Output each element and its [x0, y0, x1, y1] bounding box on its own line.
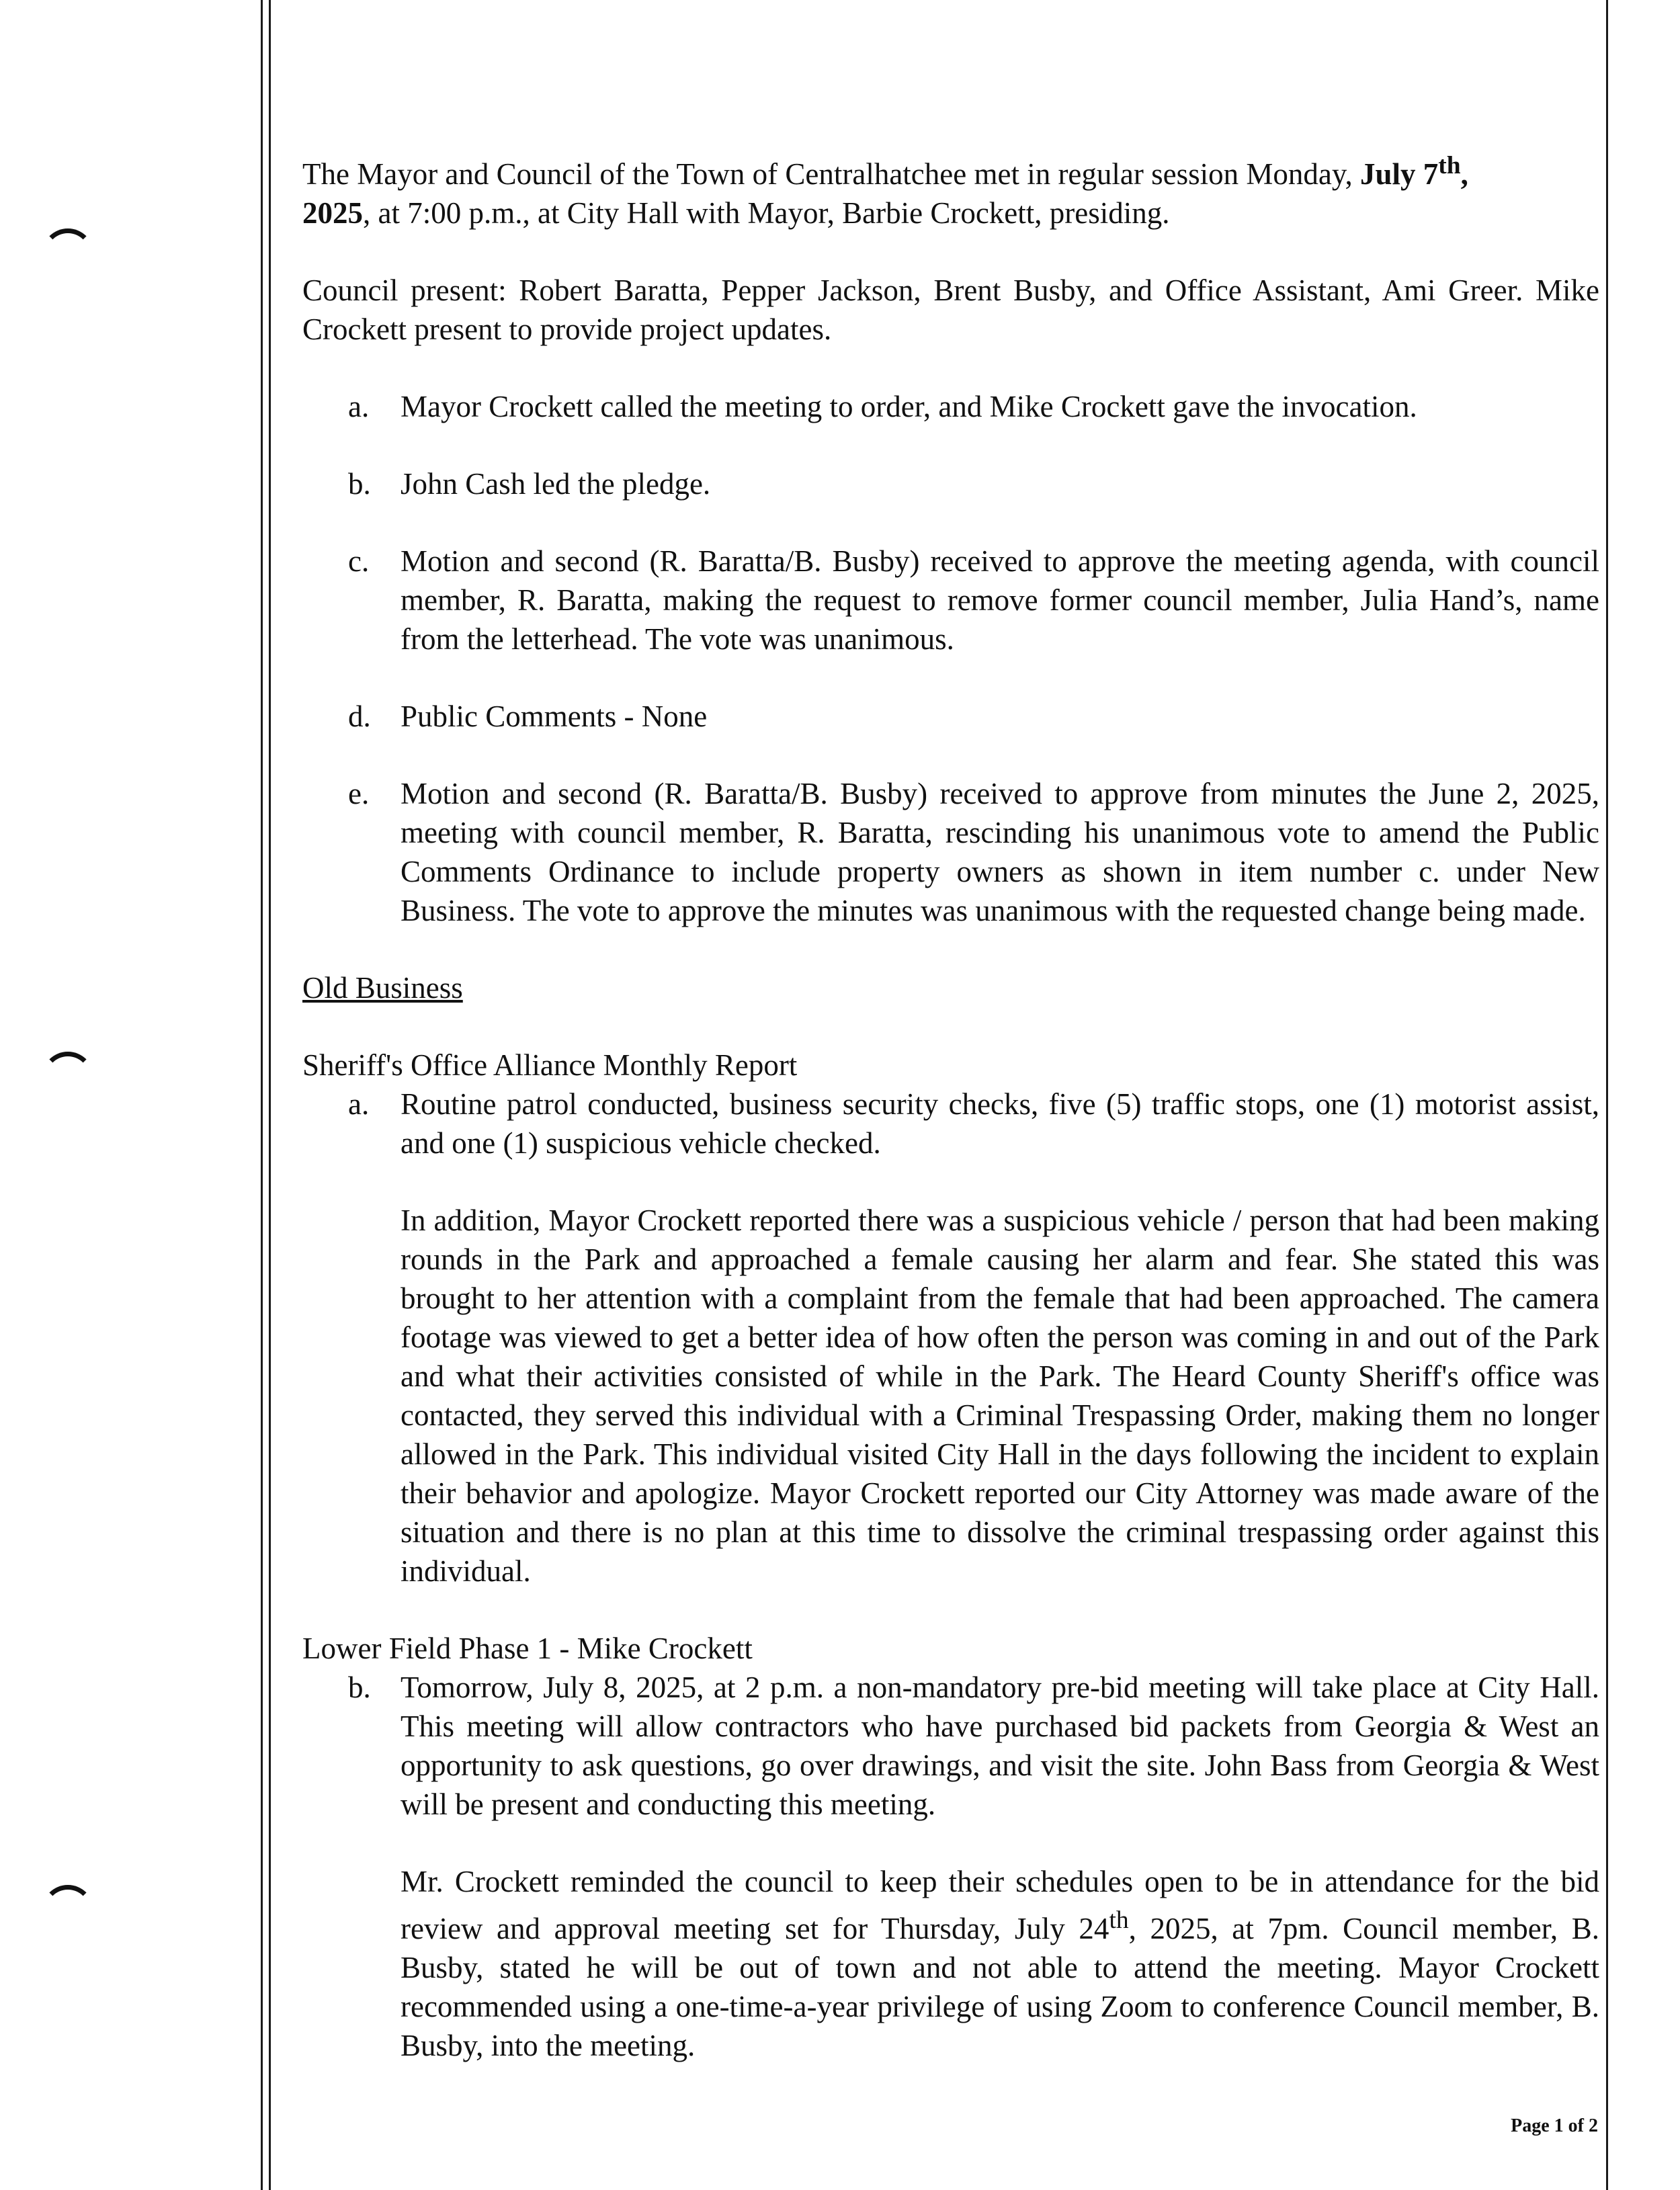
lower-field-title: Lower Field Phase 1 - Mike Crockett [302, 1632, 753, 1665]
margin-line [1606, 0, 1608, 2190]
agenda-item: d. Public Comments - None [348, 700, 708, 733]
agenda-item: a. Mayor Crockett called the meeting to order, and Mike Crockett gave the invocation. [348, 390, 1417, 423]
agenda-item: e. Motion and second (R. Baratta/B. Busby) received to approve from minutes the June 2, 2025, meeting with council member, R. Baratta, rescinding his unanimous vote to amend the Public Comments Ordinance to include property owners as shown in item number c. under New Business. The vote to approve the minutes was unanimous with the requested change being made. [348, 777, 1599, 927]
punch-hole-icon [42, 1052, 94, 1104]
attendance-paragraph: Council present: Robert Baratta, Pepper Jackson, Brent Busby, and Office Assistant, Ami Greer. Mike Crockett present to provide project updates. [302, 273, 1599, 346]
sheriff-report-title: Sheriff's Office Alliance Monthly Report [302, 1048, 798, 1082]
binder-line [269, 0, 271, 2190]
lower-field-item: b. Tomorrow, July 8, 2025, at 2 p.m. a non-mandatory pre-bid meeting will take place at City Hall. This meeting will allow contractors who have purchased bid packets from Georgia & West an opportunity to ask questions, go over drawings, and visit the site. John Bass from Georgia & West will be present and conducting this meeting. [348, 1671, 1599, 1821]
page-number: Page 1 of 2 [1511, 2115, 1598, 2136]
binder-line [261, 0, 263, 2190]
lower-field-detail: Mr. Crockett reminded the council to keep their schedules open to be in attendance for the bid review and approval meeting set for Thursday, July 24th, 2025, at 7pm. Council member, B. Busby, stated he will be out of town and not able to attend the meeting. Mayor Crockett recommended using a one-time-a-year privilege of using Zoom to conference Council member, B. Busby, into the meeting. [401, 1865, 1599, 2062]
punch-hole-icon [42, 228, 94, 281]
old-business-heading: Old Business [302, 971, 463, 1005]
agenda-item: c. Motion and second (R. Baratta/B. Busby) received to approve the meeting agenda, with council member, R. Baratta, making the request to remove former council member, Julia Hand’s, name from the letterhead. The vote was unanimous. [348, 544, 1599, 656]
punch-hole-icon [42, 1885, 94, 1937]
minutes-body [302, 146, 1599, 2103]
intro-paragraph: The Mayor and Council of the Town of Centralhatchee met in regular session Monday, July 7th, 2025, at 7:00 p.m., at City Hall with Mayor, Barbie Crockett, presiding. [302, 152, 1468, 230]
agenda-item: b. John Cash led the pledge. [348, 467, 711, 501]
sheriff-report-detail: In addition, Mayor Crockett reported there was a suspicious vehicle / person that had been making rounds in the Park and approached a female causing her alarm and fear. She stated this was brought to her attention with a complaint from the female that had been approached. The camera footage was viewed to get a better idea of how often the person was coming in and out of the Park and what their activities consisted of while in the Park. The Heard County Sheriff's office was contacted, they served this individual with a Criminal Trespassing Order, making them no longer allowed in the Park. This individual visited City Hall in the days following the incident to explain their behavior and apologize. Mayor Crockett reported our City Attorney was made aware of the situation and there is no plan at this time to dissolve the criminal trespassing order against this individual. [401, 1204, 1599, 1588]
sheriff-report-item: a. Routine patrol conducted, business security checks, five (5) traffic stops, one (1) motorist assist, and one (1) suspicious vehicle checked. [348, 1087, 1599, 1160]
